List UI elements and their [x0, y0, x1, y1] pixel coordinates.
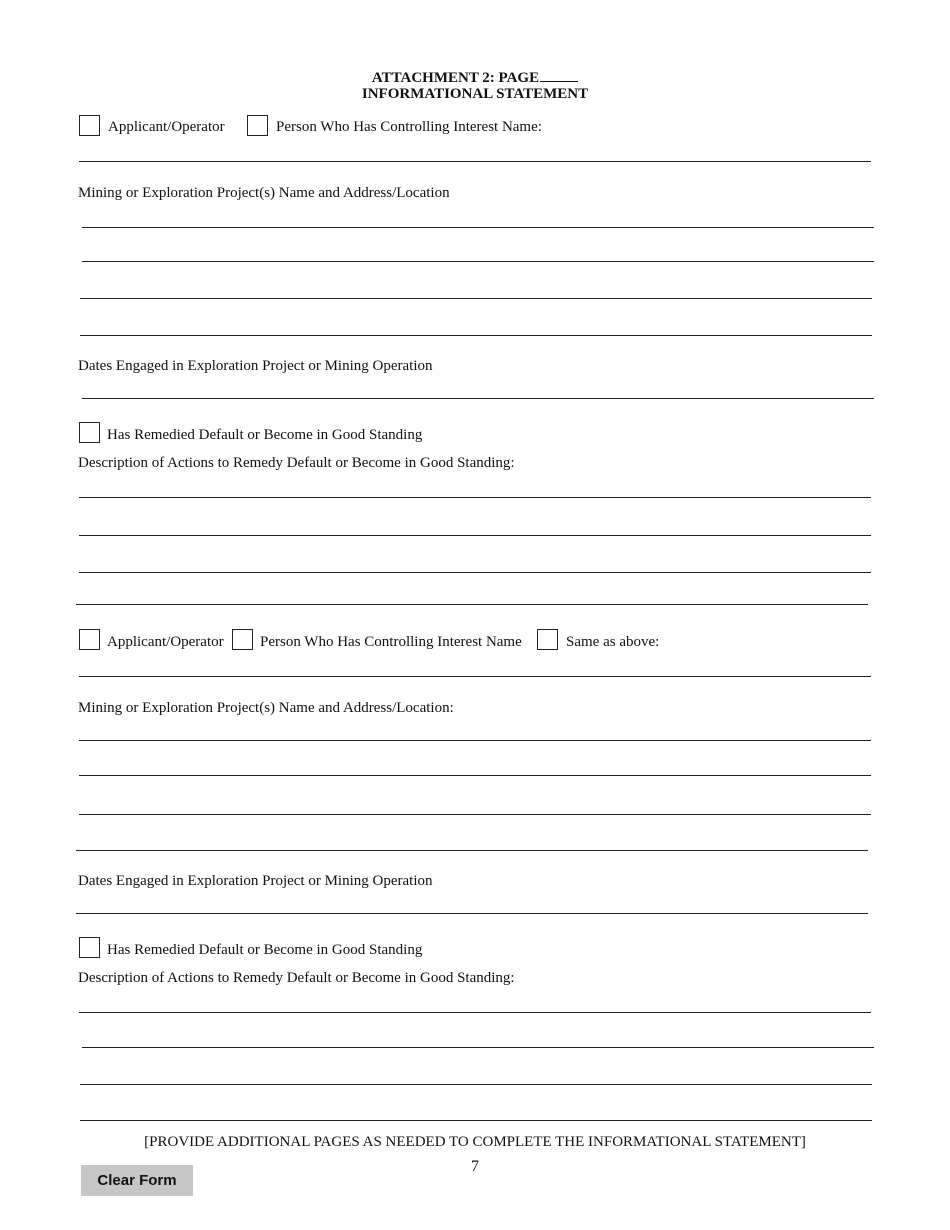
applicant-operator-checkbox-2[interactable] — [79, 629, 100, 650]
page-number-field[interactable] — [540, 67, 578, 82]
project-field-1-line-2[interactable] — [82, 261, 874, 262]
description-label-1: Description of Actions to Remedy Default or Become in Good Standing: — [78, 455, 515, 471]
page-number: 7 — [471, 1158, 479, 1175]
description-field-2-line-4[interactable] — [80, 1120, 872, 1121]
description-field-1-line-3[interactable] — [79, 572, 871, 573]
name-field-1[interactable] — [79, 161, 871, 162]
description-field-2-line-2[interactable] — [82, 1047, 874, 1048]
project-field-1-line-1[interactable] — [82, 227, 874, 228]
dates-label-1: Dates Engaged in Exploration Project or Mining Operation — [78, 358, 433, 374]
description-field-1-line-4[interactable] — [76, 604, 868, 605]
project-label-2: Mining or Exploration Project(s) Name and Address/Location: — [78, 700, 454, 716]
project-field-2-line-2[interactable] — [79, 775, 871, 776]
clear-form-button[interactable]: Clear Form — [81, 1165, 193, 1196]
applicant-operator-label-1: Applicant/Operator — [108, 119, 225, 135]
controlling-interest-label-1: Person Who Has Controlling Interest Name: — [276, 119, 542, 135]
page-title-line1 — [0, 67, 950, 87]
applicant-operator-label-2: Applicant/Operator — [107, 634, 224, 650]
project-field-1-line-4[interactable] — [80, 335, 872, 336]
same-as-above-checkbox[interactable] — [537, 629, 558, 650]
applicant-operator-checkbox-1[interactable] — [79, 115, 100, 136]
page-title-line2: INFORMATIONAL STATEMENT — [361, 86, 589, 102]
same-as-above-label: Same as above: — [566, 634, 660, 650]
description-label-2: Description of Actions to Remedy Default or Become in Good Standing: — [78, 970, 515, 986]
dates-field-2[interactable] — [76, 913, 868, 914]
attachment-page-title: ATTACHMENT 2: PAGE — [371, 70, 540, 86]
project-field-1-line-3[interactable] — [80, 298, 872, 299]
project-field-2-line-1[interactable] — [79, 740, 871, 741]
dates-label-2: Dates Engaged in Exploration Project or Mining Operation — [78, 873, 433, 889]
remedied-label-1: Has Remedied Default or Become in Good Standing — [107, 427, 423, 443]
controlling-interest-checkbox-1[interactable] — [247, 115, 268, 136]
remedied-label-2: Has Remedied Default or Become in Good Standing — [107, 942, 423, 958]
description-field-2-line-3[interactable] — [80, 1084, 872, 1085]
dates-field-1[interactable] — [82, 398, 874, 399]
description-field-1-line-1[interactable] — [79, 497, 871, 498]
remedied-checkbox-1[interactable] — [79, 422, 100, 443]
description-field-1-line-2[interactable] — [79, 535, 871, 536]
project-field-2-line-4[interactable] — [76, 850, 868, 851]
project-field-2-line-3[interactable] — [79, 814, 871, 815]
remedied-checkbox-2[interactable] — [79, 937, 100, 958]
controlling-interest-label-2: Person Who Has Controlling Interest Name — [260, 634, 522, 650]
description-field-2-line-1[interactable] — [79, 1012, 871, 1013]
controlling-interest-checkbox-2[interactable] — [232, 629, 253, 650]
project-label-1: Mining or Exploration Project(s) Name and Address/Location — [78, 185, 450, 201]
name-field-2[interactable] — [79, 676, 871, 677]
additional-pages-note: [PROVIDE ADDITIONAL PAGES AS NEEDED TO COMPLETE THE INFORMATIONAL STATEMENT] — [144, 1134, 806, 1150]
